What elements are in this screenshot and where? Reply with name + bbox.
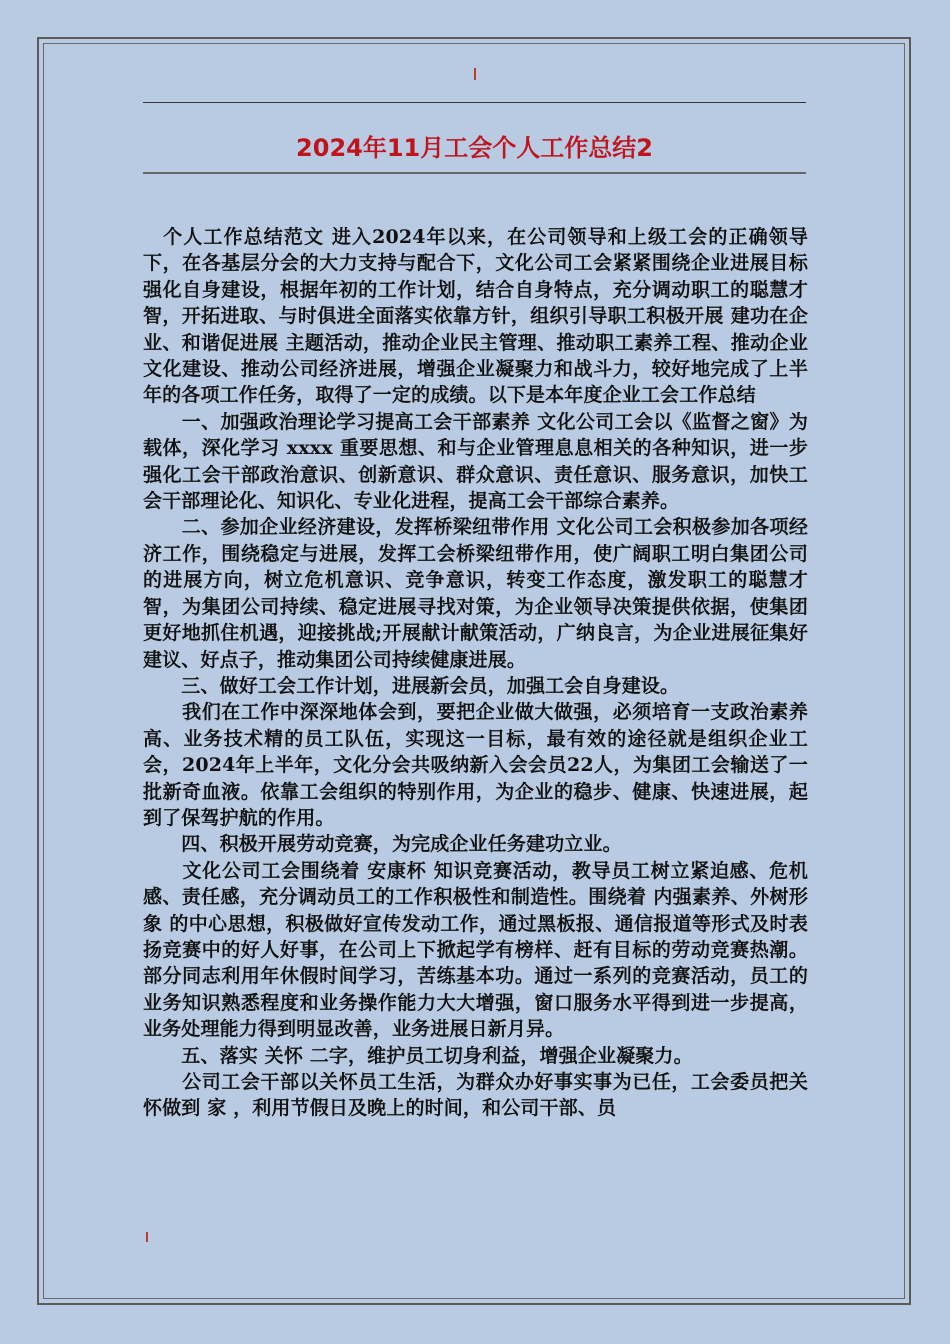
paragraph-section-2: 二、参加企业经济建设，发挥桥梁纽带作用 文化公司工会积极参加各项经济工作，围绕稳定与进展，发挥工会桥梁纽带作用，使广阔职工明白集团公司的进展方向，树立危机意识、竞争意识，转变工作态度，激发职工的聪慧才智，为集团公司持续、稳定进展寻找对策，为企业领导决策提供依据，使集团更好地抓住机遇，迎接挑战;开展献计献策活动，广纳良言，为企业进展征集好建议、好点子，推动集团公司持续健康进展。 <box>143 516 808 671</box>
paragraph-section-1: 一、加强政治理论学习提高工会干部素养 文化公司工会以《监督之窗》为载体，深化学习 xxxx 重要思想、和与企业管理息息相关的各种知识，进一步强化工会干部政治意识、创新意识、群众意识、责任意识、服务意识，加快工会干部理论化、知识化、专业化进程，提高工会干部综合素养。 <box>143 410 808 513</box>
header-rule <box>143 102 806 103</box>
title-rule <box>143 172 806 174</box>
paragraph-section-5-body: 公司工会干部以关怀员工生活，为群众办好事实事为已任，工会委员把关怀做到 家 ，利用节假日及晚上的时间，和公司干部、员 <box>143 1071 808 1120</box>
paragraph-section-4-body: 文化公司工会围绕着 安康杯 知识竞赛活动，教导员工树立紧迫感、危机感、责任感，充分调动员工的工作积极性和制造性。围绕着 内强素养、外树形象 的中心思想，积极做好宣传发动工作，通过黑板报、通信报道等形式及时表扬竞赛中的好人好事，在公司上下掀起学有榜样、赶有目标的劳动竞赛热潮。部分同志利用年休假时间学习，苦练基本功。通过一系列的竞赛活动，员工的业务知识熟悉程度和业务操作能力大大增强，窗口服务水平得到进一步提高，业务处理能力得到明显改善，业务进展日新月异。 <box>143 859 808 1041</box>
paragraph-intro: 个人工作总结范文 进入2024年以来，在公司领导和上级工会的正确领导下，在各基层分会的大力支持与配合下，文化公司工会紧紧围绕企业进展目标强化自身建设，根据年初的工作计划，结合自身特点，充分调动职工的聪慧才智，开拓进取、与时俱进全面落实依靠方针，组织引导职工积极开展 建功在企业、和谐促进展 主题活动，推动企业民主管理、推动职工素养工程、推动企业文化建设、推动公司经济进展，增强企业凝聚力和战斗力，较好地完成了上半年的各项工作任务，取得了一定的成绩。以下是本年度企业工会工作总结 <box>143 226 808 407</box>
document-body <box>143 224 808 1122</box>
paragraph-section-3-heading: 三、做好工会工作计划，进展新会员，加强工会自身建设。 <box>143 674 680 697</box>
paragraph-section-5-heading: 五、落实 关怀 二字，维护员工切身利益，增强企业凝聚力。 <box>143 1044 693 1067</box>
header-mark <box>474 68 476 80</box>
document-title: 2024年11月工会个人工作总结2 <box>296 134 653 162</box>
footer-mark <box>146 1232 148 1242</box>
paragraph-section-3-body: 我们在工作中深深地体会到，要把企业做大做强，必须培育一支政治素养高、业务技术精的员工队伍，实现这一目标，最有效的途径就是组织企业工会，2024年上半年，文化分会共吸纳新入会会员22人，为集团工会输送了一批新奇血液。依靠工会组织的特别作用，为企业的稳步、健康、快速进展，起到了保驾护航的作用。 <box>143 701 808 829</box>
paragraph-section-4-heading: 四、积极开展劳动竞赛，为完成企业任务建功立业。 <box>143 833 622 856</box>
